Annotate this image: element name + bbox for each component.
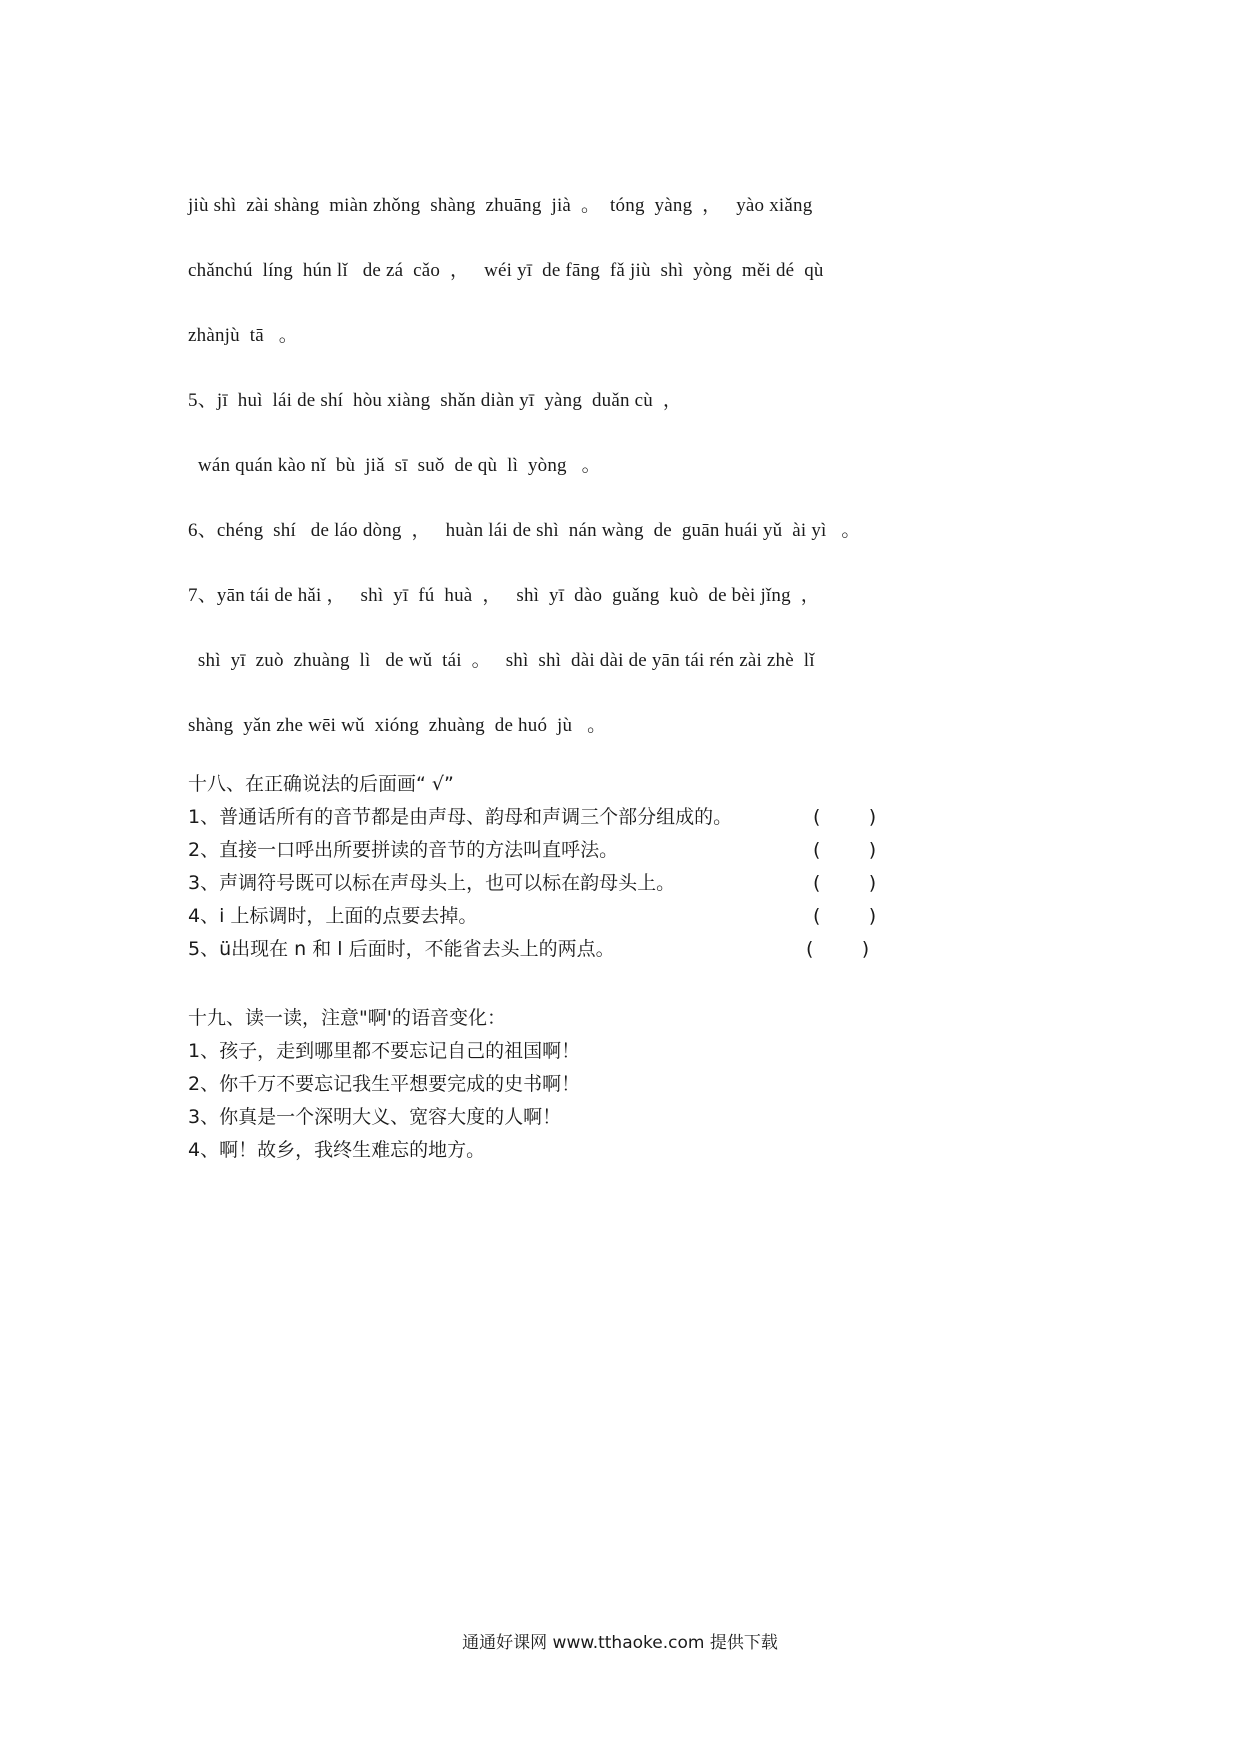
pinyin-line-7: 7、yān tái de hǎi ， shì yī fú huà ， shì yī dào guǎng kuò de bèi jǐng ， [188,585,820,606]
pinyin-line-5: wán quán kào nǐ bù jiǎ sī suǒ de qù lì yòng 。 [188,455,601,476]
item-text: 4、i 上标调时，上面的点要去掉。 [188,905,478,927]
answer-paren[interactable]: ( ) [806,938,870,960]
section-18-item-5 [188,933,948,966]
answer-paren[interactable]: ( ) [813,839,877,861]
section-18-title: 十八、在正确说法的后面画“ √” [188,773,454,795]
item-text: 5、ü出现在 n 和 l 后面时，不能省去头上的两点。 [188,938,615,960]
section-19 [188,1002,948,1167]
answer-paren[interactable]: ( ) [813,806,877,828]
pinyin-line-8: shì yī zuò zhuàng lì de wǔ tái 。 shì shì dài dài de yān tái rén zài zhè lǐ [188,650,815,671]
item-text: 3、声调符号既可以标在声母头上，也可以标在韵母头上。 [188,872,676,894]
section-19-item-1: 1、孩子，走到哪里都不要忘记自己的祖国啊！ [188,1040,581,1062]
pinyin-line-3: zhànjù tā 。 [188,325,298,346]
section-18 [188,768,948,966]
answer-paren[interactable]: ( ) [813,872,877,894]
section-19-item-3: 3、你真是一个深明大义、宽容大度的人啊！ [188,1106,562,1128]
pinyin-line-9: shàng yǎn zhe wēi wǔ xióng zhuàng de huó jù 。 [188,715,607,736]
section-19-item-2: 2、你千万不要忘记我生平想要完成的史书啊！ [188,1073,581,1095]
section-18-item-2 [188,834,948,867]
item-text: 1、普通话所有的音节都是由声母、韵母和声调三个部分组成的。 [188,806,733,828]
page-footer: 通通好课网 www.tthaoke.com 提供下载 [462,1633,778,1653]
answer-paren[interactable]: ( ) [813,905,877,927]
item-text: 2、直接一口呼出所要拼读的音节的方法叫直呼法。 [188,839,619,861]
pinyin-line-4: 5、jī huì lái de shí hòu xiàng shǎn diàn yī yàng duǎn cù ， [188,390,683,411]
pinyin-line-6: 6、chéng shí de láo dòng ， huàn lái de shì nán wàng de guān huái yǔ ài yì 。 [188,520,861,541]
section-18-item-1 [188,801,948,834]
section-19-item-4: 4、啊！故乡，我终生难忘的地方。 [188,1139,486,1161]
pinyin-line-2: chǎnchú líng hún lǐ de zá cǎo ， wéi yī de fāng fǎ jiù shì yòng měi dé qù [188,260,824,281]
section-19-title: 十九、读一读，注意"啊'的语音变化： [188,1007,506,1029]
section-18-item-3 [188,867,948,900]
pinyin-line-1: jiù shì zài shàng miàn zhǒng shàng zhuāng jià 。 tóng yàng ， yào xiǎng [188,195,813,216]
section-18-item-4 [188,900,948,933]
